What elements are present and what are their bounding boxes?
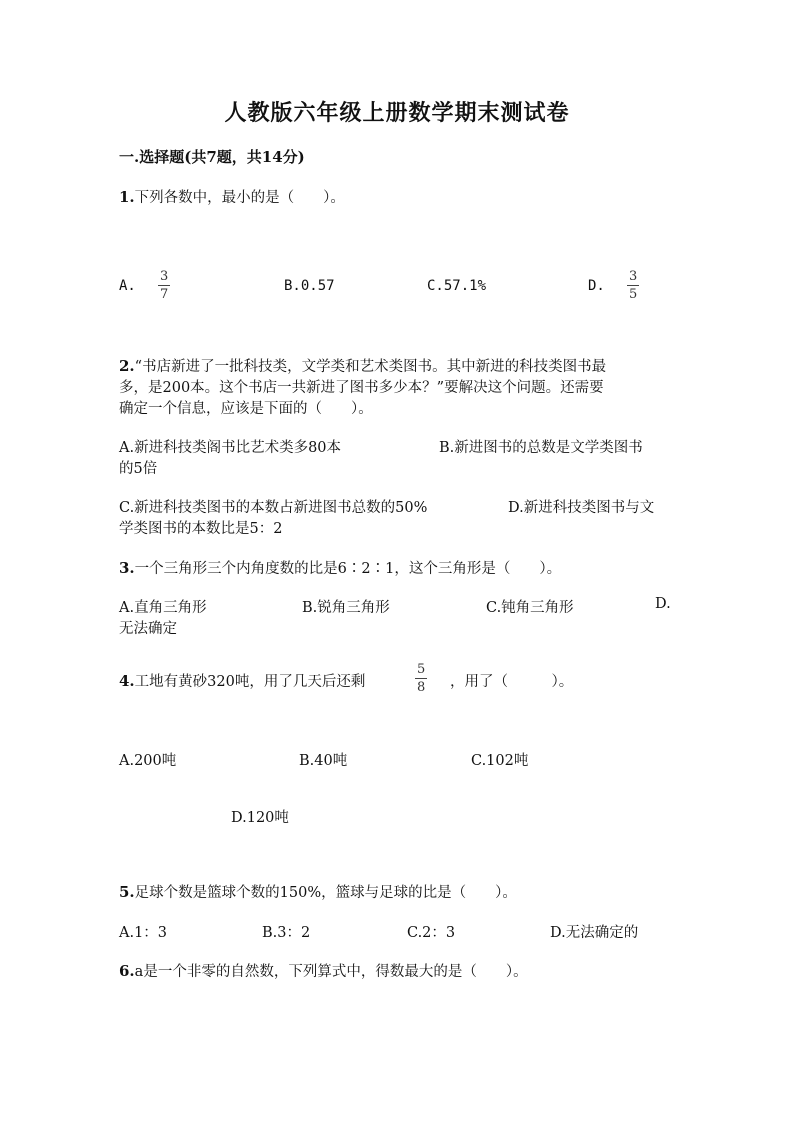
question-number: 5. xyxy=(119,883,135,901)
question-text: 下列各数中，最小的是（ ）。 xyxy=(134,190,345,206)
q2-option-a: A.新进科技类阁书比艺术类多80本 xyxy=(119,440,342,456)
question-4-text-post: ，用了（ ）。 xyxy=(450,674,574,690)
q4-fraction xyxy=(415,663,427,694)
question-text: a是一个非零的自然数，下列算式中，得数最大的是（ ）。 xyxy=(134,964,528,980)
q5-option-a: A.1：3 xyxy=(119,925,168,941)
q2-option-d: D.新进科技类图书与文 xyxy=(508,500,655,516)
q1-option-a-label: A. xyxy=(119,278,136,294)
q1-option-a-fraction xyxy=(158,270,170,301)
question-text-line-1: “书店新进了一批科技类，文学类和艺术类图书。其中新进的科技类图书最 xyxy=(134,359,607,375)
fraction-denominator: 8 xyxy=(417,680,426,695)
q4-option-c: C.102吨 xyxy=(471,753,529,769)
q1-option-d-label: D. xyxy=(588,278,605,294)
question-number: 3. xyxy=(119,559,135,577)
fraction-denominator: 5 xyxy=(629,287,638,302)
q4-option-a: A.200吨 xyxy=(119,753,177,769)
question-text: 工地有黄砂320吨，用了几天后还剩 xyxy=(134,674,366,690)
q1-option-b: B.0.57 xyxy=(284,278,335,294)
question-4-text-pre xyxy=(119,670,365,691)
section-heading: 一.选择题(共7题，共14分) xyxy=(119,148,305,166)
q2-option-c: C.新进科技类图书的本数占新进图书总数的50% xyxy=(119,500,428,516)
q1-option-d-fraction xyxy=(627,270,639,301)
q2-option-b-continued: 的5倍 xyxy=(119,461,158,477)
question-number: 1. xyxy=(119,188,135,206)
q3-option-a: A.直角三角形 xyxy=(119,600,207,616)
q3-option-c: C.钝角三角形 xyxy=(486,600,574,616)
q5-option-c: C.2：3 xyxy=(407,925,456,941)
question-number: 6. xyxy=(119,962,135,980)
q3-option-d-continued: 无法确定 xyxy=(119,621,177,637)
question-text: 一个三角形三个内角度数的比是6∶2∶1，这个三角形是（ ）。 xyxy=(134,561,562,577)
question-6 xyxy=(119,960,528,981)
question-number: 4. xyxy=(119,672,135,690)
question-text-line-3: 确定一个信息，应该是下面的（ ）。 xyxy=(119,401,373,417)
page-title: 人教版六年级上册数学期末测试卷 xyxy=(224,100,570,126)
q5-option-b: B.3：2 xyxy=(262,925,311,941)
question-2 xyxy=(119,355,606,376)
question-1 xyxy=(119,186,345,207)
q2-option-d-continued: 学类图书的本数比是5：2 xyxy=(119,521,283,537)
q3-option-d: D. xyxy=(655,596,671,612)
q5-option-d: D.无法确定的 xyxy=(550,925,639,941)
q4-option-d: D.120吨 xyxy=(231,810,289,826)
q3-option-b: B.锐角三角形 xyxy=(302,600,390,616)
question-5 xyxy=(119,881,517,902)
fraction-numerator: 3 xyxy=(160,269,169,284)
q4-option-b: B.40吨 xyxy=(299,753,348,769)
question-text-line-2: 多，是200本。这个书店一共新进了图书多少本？”要解决这个问题。还需要 xyxy=(119,380,604,396)
q1-option-c: C.57.1% xyxy=(427,278,487,294)
question-3 xyxy=(119,557,561,578)
fraction-denominator: 7 xyxy=(160,287,169,302)
question-number: 2. xyxy=(119,357,135,375)
question-text: 足球个数是篮球个数的150%，篮球与足球的比是（ ）。 xyxy=(134,885,517,901)
q2-option-b: B.新进图书的总数是文学类图书 xyxy=(439,440,643,456)
fraction-numerator: 5 xyxy=(417,662,426,677)
fraction-numerator: 3 xyxy=(629,269,638,284)
